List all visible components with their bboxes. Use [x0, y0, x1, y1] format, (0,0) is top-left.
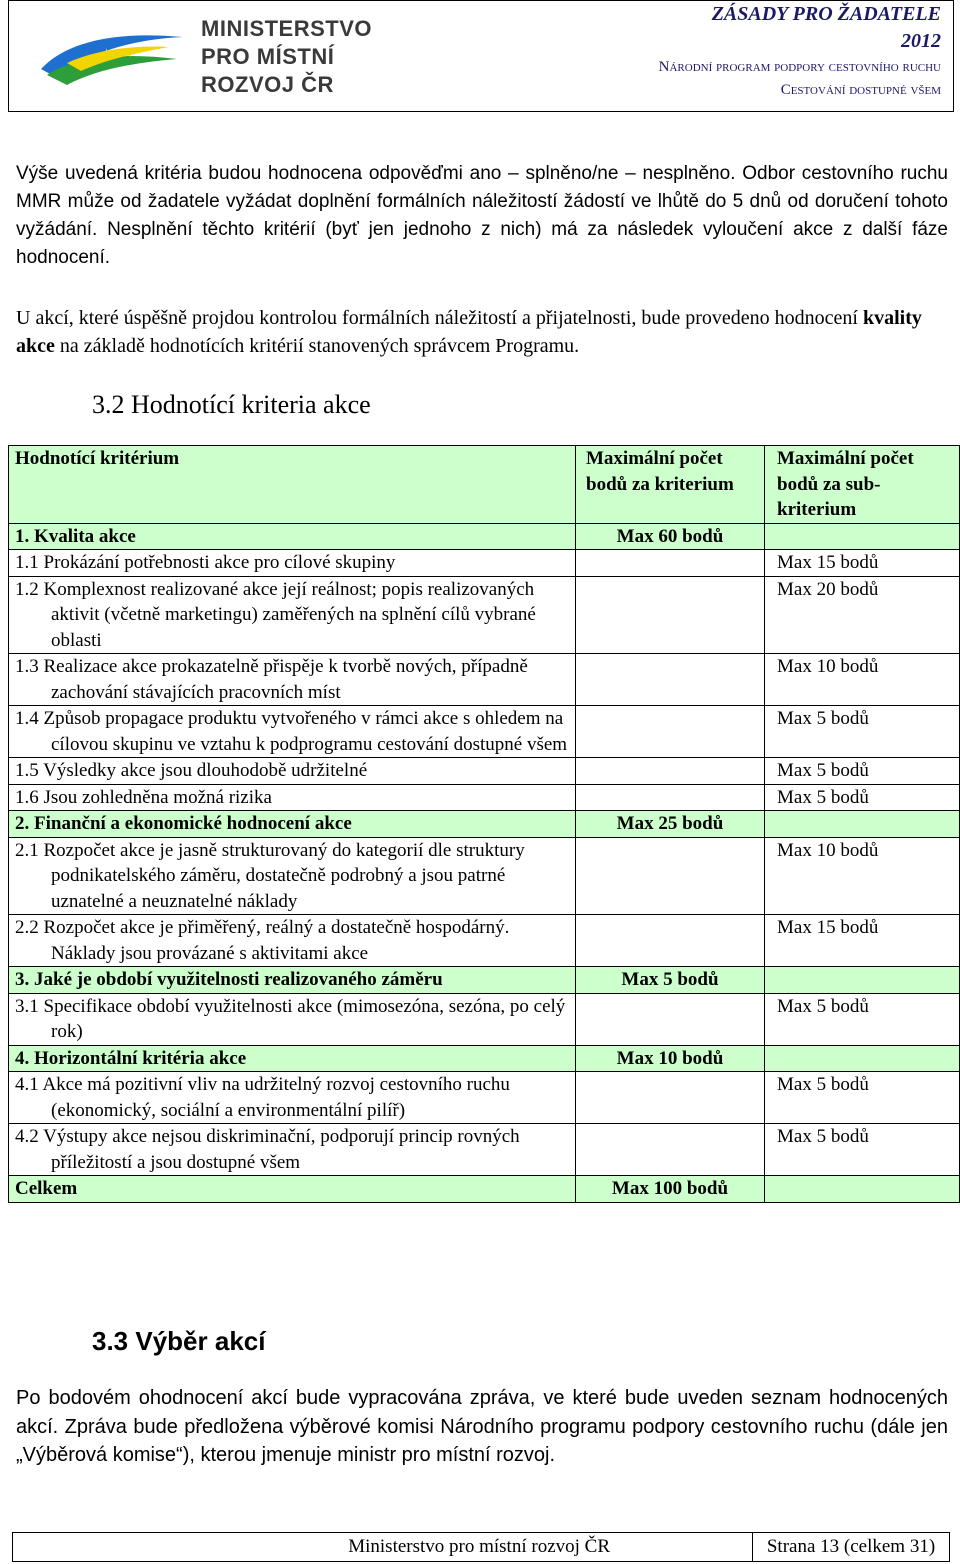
criterion-label	[9, 837, 576, 915]
criteria-item-row	[9, 758, 960, 785]
criterion-max-points	[576, 706, 765, 758]
subcriterion-max-points: Max 10 bodů	[765, 837, 960, 915]
criteria-item-row	[9, 654, 960, 706]
subcriterion-max-points: Max 10 bodů	[765, 654, 960, 706]
criterion-max-points	[576, 576, 765, 654]
criterion-max-points: Max 10 bodů	[576, 1045, 765, 1072]
criteria-group-row	[9, 523, 960, 550]
criterion-text: 3.1 Specifikace období využitelnosti akce (mimosezóna, sezóna, po celý rok)	[15, 995, 566, 1042]
page-header	[8, 0, 954, 112]
logo-line1: MINISTERSTVO	[201, 16, 373, 41]
criterion-text: 1.2 Komplexnost realizované akce její reálnost; popis realizovaných aktivit (včetně marketingu) zaměřených na splnění cílů vybrané oblasti	[15, 578, 536, 651]
subcriterion-max-points	[765, 1045, 960, 1072]
criterion-text: 1.5 Výsledky akce jsou dlouhodobě udržitelné	[15, 760, 368, 781]
subprogram-name: Cestování dostupné všem	[780, 82, 941, 98]
criterion-max-points: Max 100 bodů	[576, 1176, 765, 1203]
criterion-text: 1.6 Jsou zohledněna možná rizika	[15, 786, 272, 808]
criterion-text: 2.2 Rozpočet akce je přiměřený, reálný a dostatečně hospodárný. Náklady jsou provázané s aktivitami akce	[15, 917, 510, 964]
criterion-max-points	[576, 784, 765, 811]
criterion-max-points	[576, 1124, 765, 1176]
logo-line3: ROZVOJ ČR	[201, 72, 334, 97]
logo-line2: PRO MÍSTNÍ	[201, 44, 335, 69]
header-criterion: Hodnotící kritérium	[9, 446, 576, 524]
criteria-item-row	[9, 837, 960, 915]
criterion-label: Celkem	[9, 1176, 576, 1203]
criterion-max-points	[576, 1072, 765, 1124]
criterion-label	[9, 1124, 576, 1176]
subcriterion-max-points	[765, 967, 960, 994]
criteria-item-row	[9, 993, 960, 1045]
ministry-logo-icon	[37, 23, 187, 89]
criterion-max-points: Max 25 bodů	[576, 811, 765, 838]
subcriterion-max-points: Max 20 bodů	[765, 576, 960, 654]
criterion-max-points	[576, 758, 765, 785]
paragraph2-bold: kvality akce	[16, 307, 922, 357]
section-3-2-heading: 3.2 Hodnotící kriteria akce	[92, 390, 371, 419]
subcriterion-max-points	[765, 523, 960, 550]
page-footer	[12, 1532, 950, 1562]
criterion-max-points	[576, 993, 765, 1045]
criterion-max-points: Max 5 bodů	[576, 967, 765, 994]
criterion-text: 4.2 Výstupy akce nejsou diskriminační, podporují princip rovných příležitostí a jsou dostupné všem	[15, 1126, 520, 1173]
criterion-label: 3. Jaké je období využitelnosti realizovaného záměru	[9, 967, 576, 994]
subcriterion-max-points	[765, 1176, 960, 1203]
criterion-max-points: Max 60 bodů	[576, 523, 765, 550]
subcriterion-max-points: Max 5 bodů	[765, 1072, 960, 1124]
subcriterion-max-points: Max 15 bodů	[765, 550, 960, 577]
criteria-evaluation-paragraph: Výše uvedená kritéria budou hodnocena odpověďmi ano – splněno/ne – nesplněno. Odbor cestovního ruchu MMR může od žadatele vyžádat doplnění formálních náležitostí žádostí ve lhůtě do 5 dnů od doručení tohoto vyžádání. Nesplnění těchto kritérií (byť jen jednoho z nich) má za následek vyloučení akce z další fáze hodnocení.	[16, 163, 948, 268]
svg-text:★★★: ★★★	[101, 46, 134, 60]
criterion-text: 4.1 Akce má pozitivní vliv na udržitelný rozvoj cestovního ruchu (ekonomický, sociální a environmentální pilíř)	[15, 1074, 510, 1121]
subcriterion-max-points	[765, 811, 960, 838]
criterion-label	[9, 784, 576, 811]
criterion-label: 1. Kvalita akce	[9, 523, 576, 550]
criterion-label: 4. Horizontální kritéria akce	[9, 1045, 576, 1072]
criterion-text: 1.3 Realizace akce prokazatelně přispěje k tvorbě nových, případně zachování stávajících pracovních míst	[15, 656, 528, 703]
subcriterion-max-points: Max 5 bodů	[765, 706, 960, 758]
criteria-item-row	[9, 1072, 960, 1124]
criteria-group-row	[9, 811, 960, 838]
ministry-logo	[9, 1, 389, 111]
footer-page-number: Strana 13 (celkem 31)	[766, 1536, 936, 1557]
footer-ministry: Ministerstvo pro místní rozvoj ČR	[13, 1533, 753, 1561]
criterion-label	[9, 576, 576, 654]
document-title: ZÁSADY PRO ŽADATELE	[711, 3, 941, 25]
criteria-item-row	[9, 550, 960, 577]
quality-evaluation-paragraph	[16, 304, 948, 360]
evaluation-criteria-table	[8, 445, 960, 1203]
criterion-max-points	[576, 915, 765, 967]
subcriterion-max-points: Max 15 bodů	[765, 915, 960, 967]
criteria-group-row	[9, 1045, 960, 1072]
document-year: 2012	[901, 30, 941, 52]
criterion-label: 2. Finanční a ekonomické hodnocení akce	[9, 811, 576, 838]
criteria-group-row	[9, 1176, 960, 1203]
criteria-item-row	[9, 915, 960, 967]
criterion-label	[9, 758, 576, 785]
header-max-subcriterion: Maximální počet bodů za sub-kriterium	[765, 446, 960, 524]
criterion-max-points	[576, 654, 765, 706]
selection-paragraph: Po bodovém ohodnocení akcí bude vypracována zpráva, ve které bude uveden seznam hodnocených akcí. Zpráva bude předložena výběrové komisi Národního programu podpory cestovního ruchu (dále jen „Výběrová komise“), kterou jmenuje ministr pro místní rozvoj.	[16, 1387, 948, 1466]
criterion-text: 2.1 Rozpočet akce je jasně strukturovaný do kategorií dle struktury podnikatelského záměru, dostatečně podrobný a jsou patrné uznatelné a neuznatelné náklady	[15, 839, 525, 912]
criteria-item-row	[9, 1124, 960, 1176]
section-3-3-heading: 3.3 Výběr akcí	[92, 1326, 266, 1356]
criteria-group-row	[9, 967, 960, 994]
subcriterion-max-points: Max 5 bodů	[765, 784, 960, 811]
criterion-text: 1.1 Prokázání potřebnosti akce pro cílové skupiny	[15, 552, 396, 573]
criteria-item-row	[9, 576, 960, 654]
criterion-label	[9, 654, 576, 706]
criterion-label	[9, 550, 576, 577]
table-header-row	[9, 446, 960, 524]
criterion-max-points	[576, 550, 765, 577]
header-max-criterion: Maximální počet bodů za kriterium	[576, 446, 765, 524]
paragraph2-after: na základě hodnotících kritérií stanovených správcem Programu.	[54, 335, 580, 357]
criterion-label	[9, 1072, 576, 1124]
program-name: Národní program podpory cestovního ruchu	[658, 59, 941, 75]
criteria-item-row	[9, 706, 960, 758]
paragraph2-before: U akcí, které úspěšně projdou kontrolou formálních náležitostí a přijatelnosti, bude provedeno hodnocení	[16, 307, 863, 329]
criterion-label	[9, 915, 576, 967]
criterion-label	[9, 993, 576, 1045]
subcriterion-max-points: Max 5 bodů	[765, 1124, 960, 1176]
criterion-text: 1.4 Způsob propagace produktu vytvořeného v rámci akce s ohledem na cílovou skupinu ve vztahu k podprogramu cestování dostupné všem	[15, 708, 568, 755]
criterion-label	[9, 706, 576, 758]
criteria-item-row	[9, 784, 960, 811]
subcriterion-max-points: Max 5 bodů	[765, 758, 960, 785]
criterion-max-points	[576, 837, 765, 915]
subcriterion-max-points: Max 5 bodů	[765, 993, 960, 1045]
